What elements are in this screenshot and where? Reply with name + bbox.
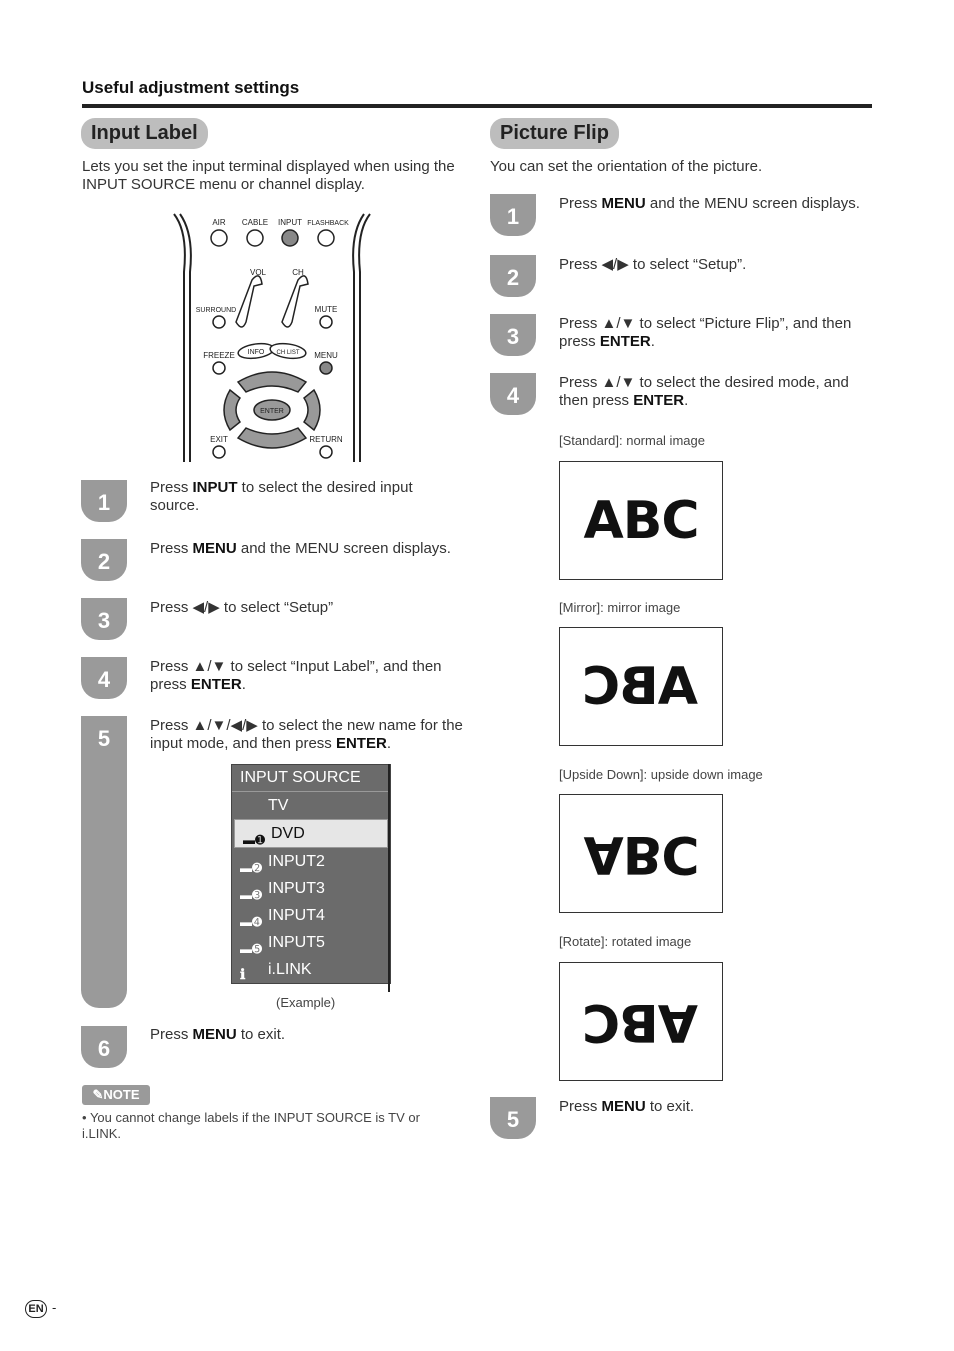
input-label-step-2-text: Press MENU and the MENU screen displays. (150, 540, 451, 557)
input-source-menu (231, 764, 391, 984)
surround-button (213, 316, 225, 328)
picture-flip-step-2-badge: 2 (490, 255, 536, 297)
remote-label-vol: VOL (249, 268, 267, 277)
note-text: • You cannot change labels if the INPUT SOURCE is TV or i.LINK. (82, 1110, 420, 1141)
note-badge: ✎NOTE (82, 1085, 150, 1105)
input-5-icon: ▬➎ (240, 942, 263, 956)
input-label-title: Input Label (81, 118, 208, 149)
cable-button (247, 230, 263, 246)
mute-button (320, 316, 332, 328)
input-button (282, 230, 298, 246)
input-4-icon: ▬➍ (240, 915, 263, 929)
mode-caption-standard: [Standard]: normal image (559, 433, 705, 448)
page-dash: - (52, 1300, 57, 1315)
mode-image-upside-down: ABC (559, 794, 723, 913)
picture-flip-step-1-text: Press MENU and the MENU screen displays. (559, 195, 860, 212)
picture-flip-step-4-text: Press ▲/▼ to select the desired mode, and then press ENTER. (559, 374, 849, 409)
mode-caption-upside-down: [Upside Down]: upside down image (559, 767, 763, 782)
remote-label-enter: ENTER (260, 408, 284, 415)
menu-right-border (388, 764, 390, 992)
picture-flip-step-5-text: Press MENU to exit. (559, 1098, 695, 1115)
remote-label-info: INFO (247, 349, 265, 356)
picture-flip-step-3-badge: 3 (490, 314, 536, 356)
menu-item[interactable]: ▬➋ INPUT2 (232, 848, 390, 875)
remote-label-return: RETURN (309, 435, 343, 444)
input-3-icon: ▬➌ (240, 888, 263, 902)
remote-label-cable: CABLE (241, 218, 269, 227)
picture-flip-step-3-text: Press ▲/▼ to select “Picture Flip”, and then press ENTER. (559, 315, 852, 350)
input-label-step-4-badge: 4 (81, 657, 127, 699)
section-label: Useful adjustment settings (82, 78, 300, 97)
input-1-icon: ▬➊ (243, 833, 266, 847)
input-label-step-3-text: Press ◀/▶ to select “Setup” (150, 599, 334, 616)
menu-item-selected[interactable]: ▬➊ DVD (234, 819, 388, 848)
remote-label-surround: SURROUND (195, 307, 237, 314)
remote-label-air: AIR (212, 218, 226, 227)
pencil-icon: ✎ (92, 1087, 104, 1102)
input-label-step-4-text: Press ▲/▼ to select “Input Label”, and then press ENTER. (150, 658, 442, 693)
mode-caption-rotate: [Rotate]: rotated image (559, 934, 692, 949)
mode-image-rotate: ABC (559, 962, 723, 1081)
picture-flip-title: Picture Flip (490, 118, 619, 149)
exit-button (213, 446, 225, 458)
input-2-icon: ▬➋ (240, 861, 263, 875)
menu-item[interactable]: ▬➌ INPUT3 (232, 875, 390, 902)
mode-caption-mirror: [Mirror]: mirror image (559, 600, 681, 615)
menu-item[interactable]: ▬➎ INPUT5 (232, 929, 390, 956)
air-button (211, 230, 227, 246)
remote-label-exit: EXIT (210, 435, 228, 444)
volume-rocker (236, 276, 262, 327)
remote-label-menu: MENU (314, 351, 338, 360)
input-label-step-2-badge: 2 (81, 539, 127, 581)
menu-item[interactable]: ℹ i.LINK (232, 956, 390, 983)
mode-image-standard: ABC (559, 461, 723, 580)
picture-flip-step-5-badge: 5 (490, 1097, 536, 1139)
return-button (320, 446, 332, 458)
picture-flip-step-1-badge: 1 (490, 194, 536, 236)
menu-title: INPUT SOURCE (232, 765, 390, 792)
right-button (304, 390, 320, 430)
left-button (224, 390, 240, 430)
remote-label-flashback: FLASHBACK (307, 220, 349, 227)
up-button (238, 372, 306, 392)
input-label-step-6-text: Press MENU to exit. (150, 1026, 286, 1043)
menu-item[interactable]: TV (268, 797, 289, 814)
mode-image-mirror: ABC (559, 627, 723, 746)
language-badge: EN (25, 1300, 47, 1318)
remote-label-input: INPUT (278, 218, 302, 227)
channel-rocker (282, 276, 308, 327)
input-label-step-5-text: Press ▲/▼/◀/▶ to select the new name for the input mode, and then press ENTER. (150, 717, 463, 752)
remote-label-mute: MUTE (314, 305, 338, 314)
input-label-step-3-badge: 3 (81, 598, 127, 640)
down-button (238, 428, 306, 448)
menu-caption: (Example) (276, 995, 336, 1010)
menu-item[interactable]: ▬➍ INPUT4 (232, 902, 390, 929)
input-label-step-6-badge: 6 (81, 1026, 127, 1068)
remote-label-freeze: FREEZE (203, 351, 235, 360)
input-label-description: Lets you set the input terminal displayed when using the INPUT SOURCE menu or channel display. (82, 158, 455, 193)
picture-flip-step-4-badge: 4 (490, 373, 536, 415)
header-rule (82, 104, 872, 108)
picture-flip-description: You can set the orientation of the picture. (490, 158, 763, 175)
flashback-button (318, 230, 334, 246)
remote-label-chlist: CH LIST (276, 350, 300, 356)
remote-label-ch: CH (292, 268, 304, 277)
input-label-step-5-badge: 5 (81, 716, 127, 1008)
ilink-icon: ℹ (240, 966, 246, 982)
input-label-step-1-text: Press INPUT to select the desired input source. (150, 479, 413, 514)
remote-control-illustration (168, 212, 376, 464)
freeze-button (213, 362, 225, 374)
picture-flip-step-2-text: Press ◀/▶ to select “Setup”. (559, 256, 747, 273)
menu-button (320, 362, 332, 374)
input-label-step-1-badge: 1 (81, 480, 127, 522)
